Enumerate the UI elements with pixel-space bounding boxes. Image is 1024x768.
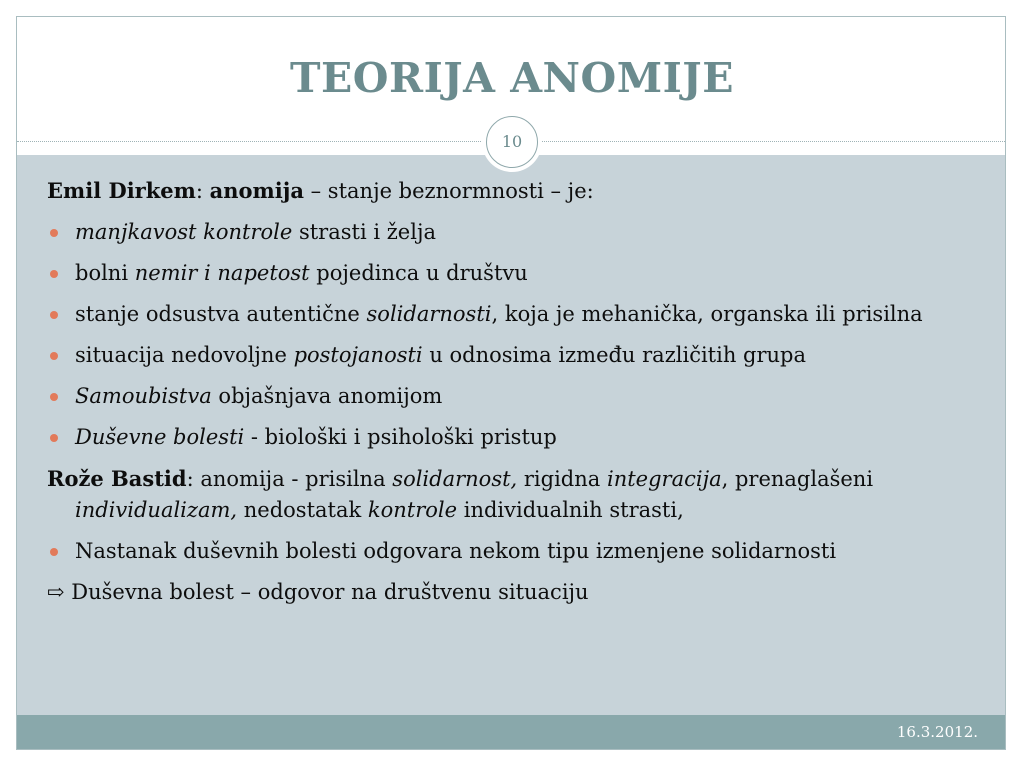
- bullet-dot-icon: [50, 352, 58, 360]
- list-item: [47, 258, 987, 289]
- term-emil-dirkem: Emil Dirkem: [47, 178, 196, 203]
- text-span: Nastanak duševnih bolesti odgovara nekom tipu izmenjene solidarnosti: [75, 539, 837, 563]
- slide-title: TEORIJA ANOMIJE: [290, 54, 734, 102]
- text-italic: individualizam,: [75, 498, 238, 522]
- text-span: stanje odsustva autentične: [75, 302, 367, 326]
- bullet-dot-icon: [50, 270, 58, 278]
- paragraph-bastid: [47, 463, 987, 526]
- text-span: Duševna bolest – odgovor na društvenu situaciju: [64, 580, 589, 604]
- bullet-dot-icon: [50, 311, 58, 319]
- text-italic: Duševne bolesti: [75, 425, 245, 449]
- paragraph-dirkem: [47, 175, 987, 207]
- text-span: : anomija - prisilna: [186, 467, 393, 491]
- slide-date: 16.3.2012.: [896, 723, 978, 741]
- text-span: bolni: [75, 261, 135, 285]
- text-span: objašnjava anomijom: [211, 384, 443, 408]
- list-item: [47, 217, 987, 248]
- text-span: rigidna: [517, 467, 607, 491]
- text-span: , prenaglašeni: [721, 467, 874, 491]
- text-span: - biološki i psihološki pristup: [244, 425, 557, 449]
- bullet-dot-icon: [50, 548, 58, 556]
- bullet-dot-icon: [50, 393, 58, 401]
- text-italic: integracija: [606, 467, 722, 491]
- text-span: – stanje beznormnosti – je:: [303, 179, 594, 203]
- list-item: [47, 536, 987, 567]
- list-item: [47, 422, 987, 453]
- text-span: , koja je mehanička, organska ili prisilna: [491, 302, 923, 326]
- paragraph-conclusion: [47, 577, 987, 608]
- text-span: u odnosima između različitih grupa: [422, 343, 806, 367]
- text-italic: solidarnost,: [392, 467, 518, 491]
- text-span: nedostatak: [237, 498, 368, 522]
- list-item: [47, 340, 987, 371]
- text-italic: nemir i napetost: [134, 261, 310, 285]
- term-roze-bastid: Rože Bastid: [47, 466, 187, 491]
- arrow-right-icon: ⇨: [47, 580, 65, 604]
- text-italic: manjkavost kontrole: [75, 220, 293, 244]
- text-span: individualnih strasti,: [457, 498, 684, 522]
- text-italic: Samoubistva: [75, 384, 212, 408]
- text-italic: kontrole: [367, 498, 458, 522]
- text-italic: postojanosti: [293, 343, 423, 367]
- list-item: [47, 299, 987, 330]
- bullet-dot-icon: [50, 434, 58, 442]
- text-span: :: [195, 179, 210, 203]
- text-span: pojedinca u društvu: [309, 261, 528, 285]
- list-item: [47, 381, 987, 412]
- term-anomija: anomija: [209, 178, 304, 203]
- slide-number-badge: [482, 112, 542, 172]
- text-italic: solidarnosti: [366, 302, 492, 326]
- bullet-dot-icon: [50, 229, 58, 237]
- text-span: strasti i želja: [292, 220, 436, 244]
- slide-body: [47, 175, 987, 618]
- footer-bar: [17, 715, 1005, 749]
- slide-number: 10: [486, 116, 538, 168]
- text-span: situacija nedovoljne: [75, 343, 294, 367]
